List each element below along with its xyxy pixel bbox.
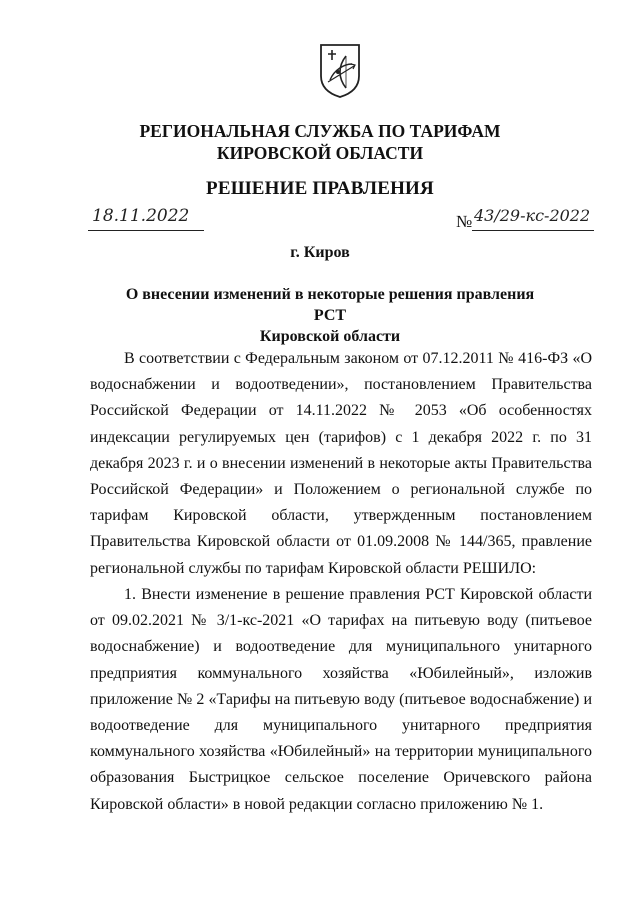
number-underline <box>472 230 594 231</box>
subject-line2: Кировской области <box>259 328 401 345</box>
preamble-paragraph: В соответствии с Федеральным законом от 07.12.2011 № 416-ФЗ «О водоснабжении и водоотведении», постановлением Правительства Российской Федерации от 14.11.2022 № 2053 «Об особенностях индексации регулируемых цен (тарифов) с 1 декабря 2022 г. по 31 декабря 2023 г. и о внесении изменений в некоторые акты Правительства Российской Федерации» и Положением о региональной службе по тарифам Кировской области, утвержденным постановлением Правительства Кировской области от 01.09.2008 № 144/365, правление региональной службы по тарифам Кировской области РЕШИЛО: <box>90 350 592 577</box>
coat-of-arms-icon <box>318 42 362 98</box>
organization-name-line2: КИРОВСКОЙ ОБЛАСТИ <box>216 143 424 163</box>
date-underline <box>88 230 204 231</box>
subject-line1: О внесении изменений в некоторые решения правления РСТ <box>125 286 535 324</box>
decision-item-1: 1. Внести изменение в решение правления РСТ Кировской области от 09.02.2021 № 3/1-кс-2021 «О тарифах на питьевую воду (питьевое водоснабжение) и водоотведение для муниципального унитарного предприятия коммунального хозяйства «Юбилейный», изложив приложение № 2 «Тарифы на питьевую воду (питьевое водоснабжение) и водоотведение для муниципального унитарного предприятия коммунального хозяйства «Юбилейный» на территории муниципального образования Быстрицкое сельское поселение Оричевского района Кировской области» в новой редакции согласно приложению № 1. <box>90 586 592 813</box>
document-number: 43/29-кс-2022 <box>474 206 591 225</box>
document-date: 18.11.2022 <box>92 206 190 226</box>
city: г. Киров <box>290 244 350 261</box>
organization-name <box>0 120 640 164</box>
document-type-title: РЕШЕНИЕ ПРАВЛЕНИЯ <box>206 178 434 199</box>
document-number-label: № <box>456 212 473 231</box>
organization-name-line1: РЕГИОНАЛЬНАЯ СЛУЖБА ПО ТАРИФАМ <box>139 121 501 141</box>
document-subject <box>120 284 540 347</box>
